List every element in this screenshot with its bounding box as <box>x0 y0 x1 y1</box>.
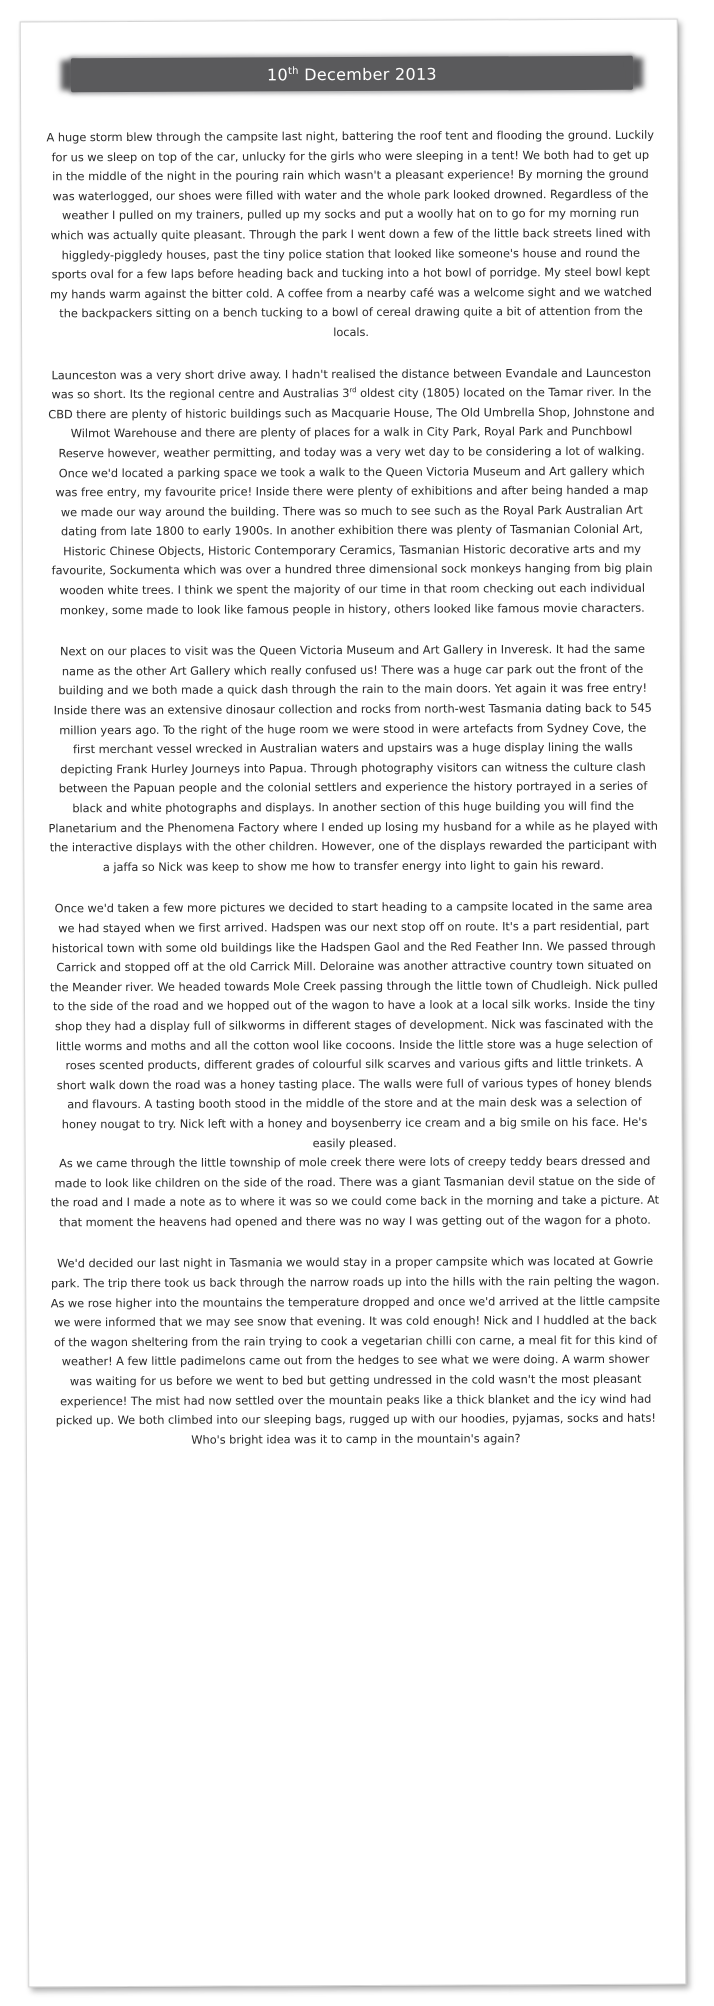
paragraph-inveresk: Next on our places to visit was the Queen Victoria Museum and Art Gallery in Inveresk. It had the same name as the other Art Gallery which really confused us! There was a huge car park out the front of the building and we both made a quick dash through the rain to the main doors. Yet again it was free entry! Inside there was an extensive dinosaur collection and rocks from north-west Tasmania dating back to 545 million years ago. To the right of the huge room we were stood in were artefacts from Sydney Cove, the first merchant vessel wrecked in Australian waters and upstairs was a huge display lining the walls depicting Frank Hurley Journeys into Papua. Through photography visitors can witness the culture clash between the Papuan people and the colonial settlers and experience the history portrayed in a series of black and white photographs and displays. In another section of this huge building you will find the Planetarium and the Phenomena Factory where I ended up losing my husband for a while as he played with the interactive displays with the other children. However, one of the displays rewarded the participant with a jaffa so Nick was keep to show me how to transfer energy into light to gain his reward. <box>48 641 658 874</box>
paragraph-launceston-part2: oldest city (1805) located on the Tamar river. In the CBD there are plenty of historic buildings such as Macquarie House, The Old Umbrella Shop, Johnstone and Wilmot Warehouse and there are plenty of places for a walk in City Park, Royal Park and Punchbowl Reserve however, weather permitting, and today was a very wet day to be considering a lot of walking. Once we'd located a parking space we took a walk to the Queen Victoria Museum and Art gallery which was free entry, my favourite price! Inside there were plenty of exhibitions and after being handed a map we made our way around the building. There was so much to see such as the Royal Park Australian Art dating from late 1800 to early 1900s. In another exhibition there was plenty of Tasmanian Colonial Art, Historic Chinese Objects, Historic Contemporary Ceramics, Tasmanian Historic decorative arts and my favourite, Sockumenta which was over a hundred three dimensional sock monkeys hanging from big plain wooden white trees. I think we spent the majority of our time in that room checking out each individual monkey, some made to look like famous people in history, others looked like famous movie characters. <box>48 384 655 617</box>
date-month-year: December 2013 <box>298 64 437 84</box>
paragraph-hadspen: Once we'd taken a few more pictures we decided to start heading to a campsite located in the same area we had stayed when we first arrived. Hadspen was our next stop off on route. It's a part residential, part historical town with some old buildings like the Hadspen Gaol and the Red Feather Inn. We passed through Carrick and stopped off at the old Carrick Mill. Deloraine was another attractive country town situated on the Meander river. We headed towards Mole Creek passing through the little town of Chudleigh. Nick pulled to the side of the road and we hopped out of the wagon to have a look at a local silk works. Inside the tiny shop they had a display full of silkworms in different stages of development. Nick was fascinated with the little worms and moths and all the cotton wool like cocoons. Inside the little store was a huge selection of roses scented products, different grades of colourful silk scarves and various gifts and little trinkets. A short walk down the road was a honey tasting place. The walls were full of various types of honey blends and flavours. A tasting booth stood in the middle of the store and at the main desk was a selection of honey nougat to try. Nick left with a honey and boysenberry ice cream and a big smile on his face. He's easily pleased. <box>49 899 658 1150</box>
paragraph-gowrie-park: We'd decided our last night in Tasmania we would stay in a proper campsite which was located at Gowrie park. The trip there took us back through the narrow roads up into the hills with the rain pelting the wagon. As we rose higher into the mountains the temperature dropped and once we'd arrived at the little campsite we were informed that we may see snow that evening. It was cold enough! Nick and I huddled at the back of the wagon sheltering from the rain trying to cook a vegetarian chilli con carne, a meal fit for this kind of weather! A few little padimelons came out from the hedges to see what we were doing. A warm shower was waiting for us before we went to bed but getting undressed in the cold wasn't the most pleasant experience! The mist had now settled over the mountain peaks like a thick blanket and the icy wind had picked up. We both climbed into our sleeping bags, rugged up with our hoodies, pyjamas, socks and hats! Who's bright idea was it to camp in the mountain's again? <box>50 1254 660 1447</box>
entry-body <box>45 126 661 1473</box>
entry-date <box>267 64 437 84</box>
paragraph-launceston-part1: Launceston was a very short drive away. I hadn't realised the distance between Evandale and Launceston was so short. Its the regional centre and Australias 3 <box>51 365 652 402</box>
date-suffix: th <box>287 65 299 77</box>
journal-page <box>20 19 687 1988</box>
date-day: 10 <box>266 64 289 84</box>
paragraph-mole-creek: As we came through the little township of mole creek there were lots of creepy teddy bears dressed and made to look like children on the side of the road. There was a giant Tasmanian devil statue on the side of the road and I made a note as to where it was so we could come back in the morning and take a picture. At that moment the heavens had opened and there was no way I was getting out of the wagon for a photo. <box>50 1153 660 1230</box>
paragraph-storm: A huge storm blew through the campsite last night, battering the roof tent and flooding the ground. Luckily for us we sleep on top of the car, unlucky for the girls who were sleeping in a tent! We both had to get up in the middle of the night in the pouring rain which wasn't a pleasant experience! By morning the ground was waterlogged, our shoes were filled with water and the whole park looked drowned. Regardless of the weather I pulled on my trainers, pulled up my socks and put a woolly hat on to go for my morning run which was actually quite pleasant. Through the park I went down a few of the little back streets lined with higgledy-piggledy houses, past the tiny police station that looked like someone's house and round the sports oval for a few laps before heading back and tucking into a hot bowl of porridge. My steel bowl kept my hands warm against the bitter cold. A coffee from a nearby café was a welcome sight and we watched the backpackers sitting on a bench tucking to a bowl of cereal drawing quite a bit of attention from the locals. <box>46 127 654 340</box>
date-banner <box>71 56 633 92</box>
ordinal-suffix: rd <box>349 386 357 395</box>
paragraph-launceston <box>46 363 657 620</box>
